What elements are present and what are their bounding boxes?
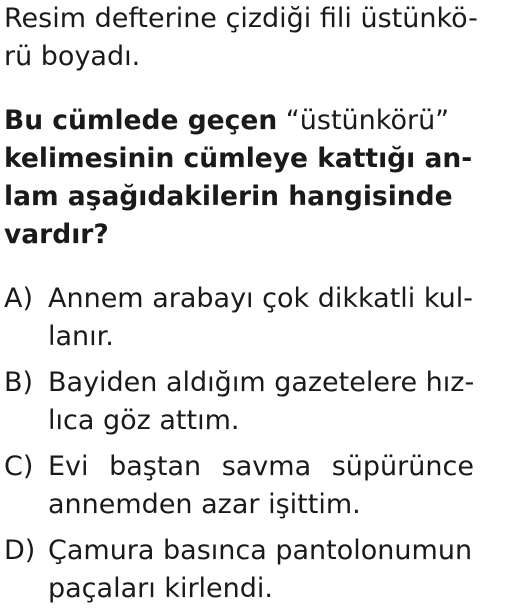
prompt-quoted-word: “üstünkörü” [285, 105, 450, 136]
option-b-line-2: lıca göz attım. [48, 405, 240, 436]
option-a-letter: A) [4, 283, 34, 314]
stem-line-1: Resim defterine çizdiği fili üstünkö- [4, 3, 478, 34]
prompt-bold-text: Bu cümlede geçen [4, 105, 278, 136]
option-d-text-1: Çamura basınca pantolonumun [48, 535, 473, 566]
prompt-line-4: vardır? [4, 219, 109, 250]
option-d-letter: D) [4, 535, 36, 566]
option-d-line-1 [4, 534, 472, 568]
prompt-line-1 [4, 104, 449, 138]
option-a-text-1: Annem arabayı çok dikkatli kul- [48, 283, 474, 314]
option-c-letter: C) [4, 451, 34, 482]
option-c-text-1: Evi baştan savma süpürünce [48, 451, 474, 482]
option-a-line-1 [4, 282, 473, 316]
option-d-line-2: paçaları kirlendi. [48, 573, 273, 604]
prompt-line-2: kelimesinin cümleye kattığı an- [4, 143, 473, 174]
stem-line-2: rü boyadı. [4, 41, 141, 72]
option-b-letter: B) [4, 367, 34, 398]
option-a-line-2: lanır. [48, 321, 114, 352]
option-c-line-1 [4, 450, 474, 484]
prompt-line-3: lam aşağıdakilerin hangisinde [4, 181, 453, 212]
option-c-line-2: annemden azar işittim. [48, 489, 361, 520]
option-b-text-1: Bayiden aldığım gazetelere hız- [48, 367, 475, 398]
option-b-line-1 [4, 366, 474, 400]
